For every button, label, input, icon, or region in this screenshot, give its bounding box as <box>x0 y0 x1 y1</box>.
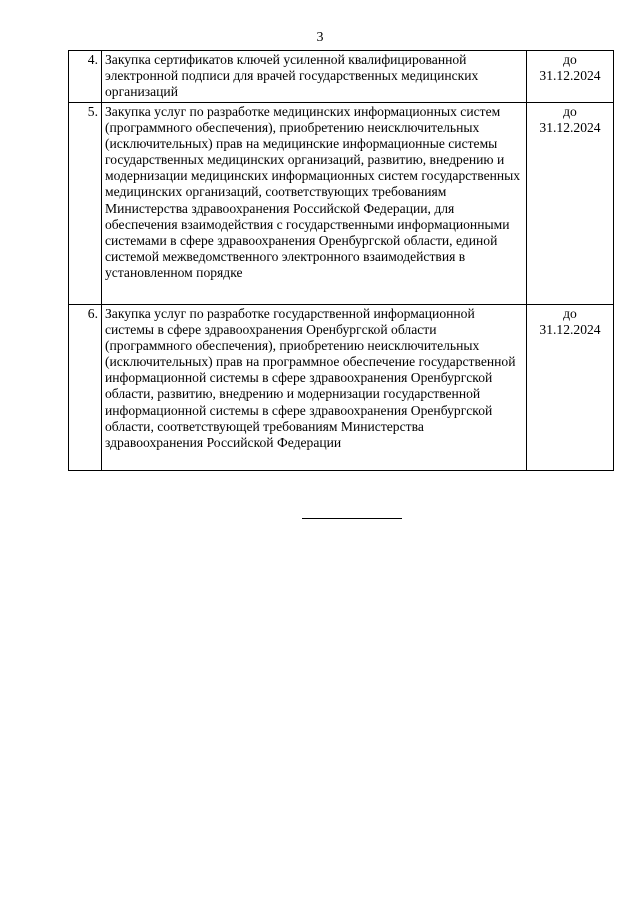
row-description: Закупка услуг по разработке государственной информационной системы в сфере здравоохранения Оренбургской области (программного обеспечения), приобретению неисключительных (исключительных) прав на программное обеспечение государственной информационной системы в сфере здравоохранения Оренбургской области, развитию, внедрению и модернизации государственной информационной системы в сфере здравоохранения Оренбургской области, соответствующей требованиям Министерства здравоохранения Российской Федерации <box>102 305 527 471</box>
row-description: Закупка сертификатов ключей усиленной квалифицированной электронной подписи для врачей государственных медицинских организаций <box>102 51 527 103</box>
row-deadline <box>527 51 614 103</box>
deadline-prefix: до <box>563 52 577 67</box>
row-description: Закупка услуг по разработке медицинских информационных систем (программного обеспечения), приобретению неисключительных (исключительных) прав на медицинские информационные системы государственных медицинских организаций, развитию, внедрению и модернизации медицинских информационных систем государственных медицинских организаций, соответствующих требованиям Министерства здравоохранения Российской Федерации, для обеспечения взаимодействия с государственными информационными системами в сфере здравоохранения Оренбургской области, единой системой межведомственного электронного взаимодействия в установленном порядке <box>102 103 527 305</box>
row-deadline <box>527 103 614 305</box>
page-number: 3 <box>316 30 324 45</box>
row-deadline <box>527 305 614 471</box>
deadline-date: 31.12.2024 <box>539 68 601 84</box>
procurement-table <box>68 50 614 471</box>
deadline-date: 31.12.2024 <box>539 322 601 338</box>
closing-divider <box>302 518 402 519</box>
deadline-prefix: до <box>563 104 577 119</box>
table-row <box>69 103 614 305</box>
row-number: 4. <box>69 51 102 103</box>
row-number: 5. <box>69 103 102 305</box>
deadline-prefix: до <box>563 306 577 321</box>
row-number: 6. <box>69 305 102 471</box>
table-row <box>69 305 614 471</box>
deadline-date: 31.12.2024 <box>539 120 601 136</box>
table-row <box>69 51 614 103</box>
